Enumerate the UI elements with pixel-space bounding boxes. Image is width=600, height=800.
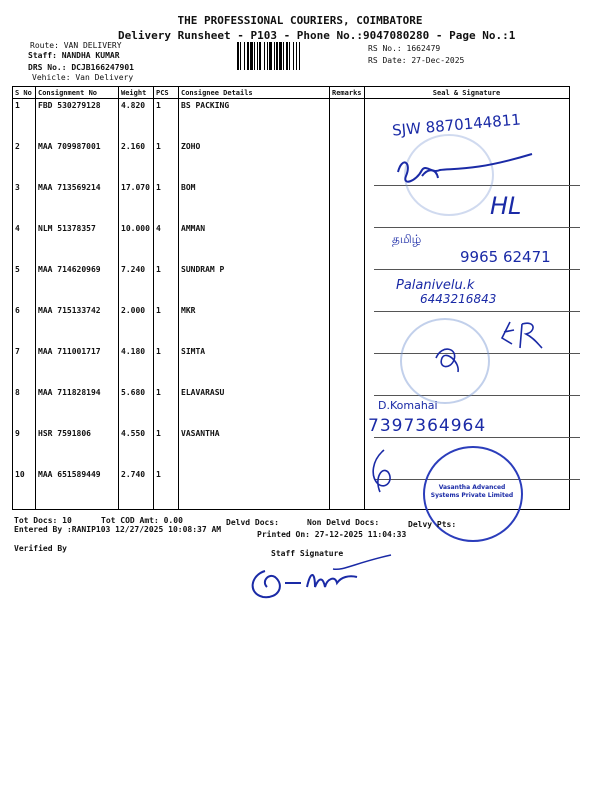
handwritten-initials-r3: HL [490,192,522,220]
signature-divider [374,311,580,312]
route: Route: VAN DELIVERY [30,41,122,50]
barcode-bar [289,42,290,70]
barcode-bar [276,42,278,70]
barcode [237,42,360,70]
handwritten-name-r8: D.Komahai [378,399,438,412]
cell-consignee [179,468,330,510]
cell-remarks [330,99,365,141]
entered-by: Entered By :RANIP103 12/27/2025 10:08:37 AM [14,525,222,534]
barcode-bar [237,42,239,70]
cell-consignee: ZOHO [179,140,330,181]
cell-weight: 7.240 [119,263,154,304]
cell-weight: 2.160 [119,140,154,181]
cell-sno: 5 [13,263,36,304]
barcode-bar [269,42,272,70]
cell-remarks [330,263,365,304]
barcode-bar [244,42,245,70]
col-remarks: Remarks [330,87,365,99]
signature-divider [374,227,580,228]
barcode-bar [247,42,249,70]
non-delivered-docs: Non Delvd Docs: [307,518,380,527]
staff: Staff: NANDHA KUMAR [28,51,120,60]
cell-consignment: NLM 51378357 [36,222,119,263]
cell-remarks [330,427,365,468]
cell-sno: 2 [13,140,36,181]
barcode-bar [240,42,241,70]
cell-consignee: MKR [179,304,330,345]
cell-consignment: FBD 530279128 [36,99,119,141]
printed-on: Printed On: 27-12-2025 11:04:33 [257,530,407,539]
staff-signature-icon [245,553,395,605]
handwritten-phone-r4: 9965 62471 [460,248,551,266]
rs-number: RS No.: 1662479 [368,44,441,53]
cell-weight: 10.000 [119,222,154,263]
col-seal: Seal & Signature [364,87,569,99]
barcode-bar [250,42,253,70]
signature-r7-icon [428,338,468,378]
rs-date: RS Date: 27-Dec-2025 [368,56,465,65]
cell-pcs: 1 [154,99,179,141]
cell-weight: 2.000 [119,304,154,345]
barcode-bar [267,42,268,70]
cell-pcs: 1 [154,304,179,345]
cell-sno: 1 [13,99,36,141]
staff-signature-label: Staff Signature [271,549,344,558]
cell-consignment: HSR 7591806 [36,427,119,468]
cell-weight: 2.740 [119,468,154,510]
cell-sno: 9 [13,427,36,468]
cell-pcs: 1 [154,140,179,181]
handwritten-phone-r1: SJW 8870144811 [391,110,522,140]
signature-divider [374,269,580,270]
cell-consignee: SIMTA [179,345,330,386]
delivery-points: Delvy Pts: [408,520,457,529]
col-consignment: Consignment No [36,87,119,99]
handwritten-name-r4: தமிழ் [392,232,422,246]
cell-consignment: MAA 715133742 [36,304,119,345]
col-pcs: PCS [154,87,179,99]
barcode-bar [254,42,255,70]
cell-weight: 4.180 [119,345,154,386]
stamp-text: Vasantha Advanced Systems Private Limited [430,484,514,499]
cell-remarks [330,468,365,510]
cell-sno: 8 [13,386,36,427]
col-weight: Weight [119,87,154,99]
cell-consignment: MAA 709987001 [36,140,119,181]
cell-pcs: 1 [154,181,179,222]
signature-r9-icon [364,446,404,496]
handwritten-phone-r5: 6443216843 [420,292,497,306]
total-cod-amount: Tot COD Amt: 0.00 [101,516,183,525]
cell-remarks [330,181,365,222]
cell-remarks [330,304,365,345]
cell-remarks [330,222,365,263]
cell-consignee: ELAVARASU [179,386,330,427]
barcode-bar [296,42,297,70]
total-docs: Tot Docs: 10 [14,516,72,525]
barcode-bar [286,42,288,70]
cell-consignee: VASANTHA [179,427,330,468]
company-title: THE PROFESSIONAL COURIERS, COIMBATORE [177,14,423,27]
signature-divider [374,395,580,396]
barcode-bar [257,42,258,70]
handwritten-name-r5: Palanivelu.k [396,278,475,293]
cell-consignment: MAA 711828194 [36,386,119,427]
cell-remarks [330,345,365,386]
cell-consignee: SUNDRAM P [179,263,330,304]
handwritten-phone-r8: 7397364964 [368,416,487,436]
signature-divider [374,437,580,438]
barcode-bar [259,42,261,70]
signature-r6-icon [496,314,546,354]
cell-consignment: MAA 714620969 [36,263,119,304]
barcode-bar [283,42,284,70]
cell-consignment: MAA 713569214 [36,181,119,222]
cell-remarks [330,140,365,181]
cell-consignment: MAA 651589449 [36,468,119,510]
col-sno: S No [13,87,36,99]
cell-weight: 5.680 [119,386,154,427]
cell-pcs: 4 [154,222,179,263]
cell-pcs: 1 [154,427,179,468]
cell-remarks [330,386,365,427]
drs-number: DRS No.: DCJB166247901 [28,63,134,72]
cell-pcs: 1 [154,468,179,510]
barcode-bar [264,42,265,70]
cell-weight: 4.820 [119,99,154,141]
verified-by: Verified By [14,544,67,553]
vehicle: Vehicle: Van Delivery [32,73,134,82]
cell-consignee: BS PACKING [179,99,330,141]
barcode-bar [279,42,282,70]
cell-sno: 4 [13,222,36,263]
cell-pcs: 1 [154,345,179,386]
cell-sno: 10 [13,468,36,510]
col-consignee: Consignee Details [179,87,330,99]
barcode-bar [299,42,300,70]
cell-pcs: 1 [154,386,179,427]
barcode-bar [274,42,275,70]
cell-consignee: AMMAN [179,222,330,263]
runsheet-subtitle: Delivery Runsheet - P103 - Phone No.:9047080280 - Page No.:1 [118,29,516,42]
cell-sno: 7 [13,345,36,386]
cell-pcs: 1 [154,263,179,304]
cell-weight: 4.550 [119,427,154,468]
cell-weight: 17.070 [119,181,154,222]
cell-sno: 3 [13,181,36,222]
signature-r2-icon [392,146,542,192]
delivered-docs: Delvd Docs: [226,518,279,527]
barcode-bar [293,42,294,70]
cell-consignment: MAA 711001717 [36,345,119,386]
cell-sno: 6 [13,304,36,345]
cell-consignee: BOM [179,181,330,222]
